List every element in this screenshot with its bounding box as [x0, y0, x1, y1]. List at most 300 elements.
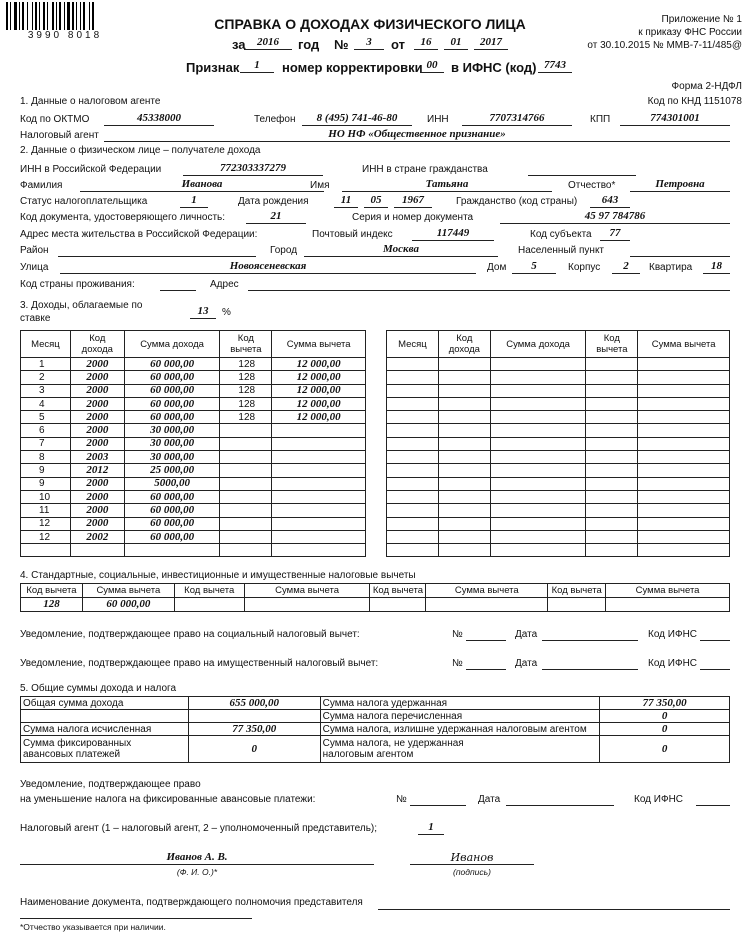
deduction-sum-cell [272, 477, 366, 490]
barcode-bar [64, 2, 65, 30]
inn-label: ИНН [427, 114, 449, 125]
surname-value: Иванова [80, 178, 324, 192]
empty-cell [438, 517, 490, 530]
transferred-value: 0 [600, 710, 730, 723]
empty-cell [438, 504, 490, 517]
section5-title: 5. Общие суммы дохода и налога [20, 683, 177, 694]
month-cell: 6 [21, 424, 71, 437]
income-code-cell: 2012 [70, 464, 124, 477]
income-code-cell: 2002 [70, 530, 124, 543]
empty-cell [586, 517, 638, 530]
excess-label: Сумма налога, излишне удержанная налоговым агентом [320, 723, 600, 736]
series-value: 45 97 784786 [500, 210, 730, 224]
empty-cell [638, 477, 730, 490]
dob-label: Дата рождения [238, 196, 309, 207]
deductions-table [20, 583, 730, 612]
empty-cell [490, 371, 586, 384]
tax-rate: 13 [190, 305, 216, 319]
income-table-left [20, 330, 366, 557]
ifns-value: 7743 [538, 59, 572, 73]
col-month-r: Месяц [387, 331, 439, 358]
notice-advance-l2: на уменьшение налога на фиксированные авансовые платежи: [20, 794, 316, 805]
notice-property-no: № [452, 658, 463, 669]
income-row-empty [387, 464, 730, 477]
notice-advance-ifns-field [696, 792, 730, 806]
transferred-label: Сумма налога перечисленная [320, 710, 600, 723]
empty-cell [586, 411, 638, 424]
empty-cell [586, 530, 638, 543]
deduction-sum-cell: 12 000,00 [272, 358, 366, 371]
empty-cell [490, 451, 586, 464]
income-row-empty [387, 504, 730, 517]
empty-cell [490, 424, 586, 437]
signer-name: Иванов А. В. [20, 851, 374, 865]
barcode-bar [10, 2, 11, 30]
notice-advance-no-field [410, 792, 466, 806]
notice-social-date-field [542, 627, 638, 641]
empty-cell [387, 384, 439, 397]
income-code-cell [70, 544, 124, 557]
notwith-label [320, 736, 600, 763]
withheld-label: Сумма налога удержанная [320, 697, 600, 710]
income-row-empty [387, 517, 730, 530]
ded-sum-h2: Сумма вычета [244, 584, 370, 598]
fixed-value: 0 [188, 736, 320, 763]
empty-cell [586, 371, 638, 384]
notice-property-label: Уведомление, подтверждающее право на имущественный налоговый вычет: [20, 658, 379, 669]
citizen-value: 643 [590, 194, 630, 208]
income-code-cell: 2000 [70, 384, 124, 397]
excess-value: 0 [600, 723, 730, 736]
agent-value: НО НФ «Общественное признание» [104, 128, 730, 142]
fixed-label [21, 736, 189, 763]
month-cell: 4 [21, 397, 71, 410]
house-label: Дом [487, 262, 507, 273]
notice-social-no: № [452, 629, 463, 640]
income-code-cell: 2000 [70, 397, 124, 410]
income-code-cell: 2000 [70, 490, 124, 503]
korpus-value: 2 [612, 260, 640, 274]
number-sign: № [334, 37, 349, 52]
empty-cell [638, 451, 730, 464]
barcode-bar [43, 2, 45, 30]
month-cell: 5 [21, 411, 71, 424]
tax-calc-value: 77 350,00 [188, 723, 320, 736]
empty-cell [638, 517, 730, 530]
income-sum-cell [124, 544, 220, 557]
empty-cell [438, 411, 490, 424]
fio-caption: (Ф. И. О.)* [176, 867, 218, 877]
kpp-label: КПП [590, 114, 611, 125]
ded-empty [548, 598, 606, 612]
patr-value: Петровна [630, 178, 730, 192]
col-income-sum: Сумма дохода [124, 331, 220, 358]
deduction-sum-cell [272, 544, 366, 557]
empty-cell [438, 437, 490, 450]
income-row [21, 358, 366, 371]
empty-cell [387, 464, 439, 477]
city-value: Москва [304, 243, 498, 257]
surname-label: Фамилия [20, 180, 63, 191]
address-label: Адрес [210, 279, 239, 290]
empty-cell [638, 384, 730, 397]
empty-cell [387, 490, 439, 503]
notice-advance-date: Дата [478, 794, 501, 805]
phone-value: 8 (495) 741-46-80 [302, 112, 412, 126]
deduction-sum-cell [272, 517, 366, 530]
deduction-code-cell: 128 [220, 371, 272, 384]
empty-cell [438, 477, 490, 490]
corr-value: 00 [420, 59, 444, 73]
income-row [21, 437, 366, 450]
col-deduction-code: Код вычета [220, 331, 272, 358]
barcode-bar [32, 2, 33, 30]
income-row [21, 544, 366, 557]
barcode-bar [14, 2, 17, 30]
ded-empty [370, 598, 426, 612]
empty-cell [490, 490, 586, 503]
inn-country-field [528, 162, 636, 176]
income-code-cell: 2000 [70, 504, 124, 517]
empty-cell [490, 411, 586, 424]
agent-type-label: Налоговый агент (1 – налоговый агент, 2 – уполномоченный представитель); [20, 823, 378, 834]
month-cell: 9 [21, 477, 71, 490]
region-value: 77 [600, 227, 630, 241]
section2-title: 2. Данные о физическом лице – получателе дохода [20, 145, 261, 156]
empty-cell [638, 504, 730, 517]
income-row [21, 424, 366, 437]
income-row [21, 490, 366, 503]
header-number: 3 [354, 36, 384, 50]
appendix-line2: к приказу ФНС России [638, 27, 742, 38]
empty-cell [490, 504, 586, 517]
deduction-code-cell [220, 490, 272, 503]
patr-label: Отчество* [568, 180, 616, 191]
empty-cell [638, 490, 730, 503]
income-sum-cell: 60 000,00 [124, 358, 220, 371]
signature-scribble: Иванов [450, 851, 494, 864]
ded-sum-h4: Сумма вычета [606, 584, 730, 598]
barcode-bar [27, 2, 28, 30]
income-row-empty [387, 451, 730, 464]
income-row [21, 517, 366, 530]
empty-cell [586, 437, 638, 450]
ded-sum-h3: Сумма вычета [426, 584, 548, 598]
empty-cell [387, 477, 439, 490]
ded-empty [606, 598, 730, 612]
deduction-sum-cell [272, 437, 366, 450]
notice-social-no-field [466, 627, 506, 641]
deduction-code-cell [220, 517, 272, 530]
corr-label: номер корректировки [282, 60, 423, 75]
god-label: год [298, 37, 320, 52]
col-month: Месяц [21, 331, 71, 358]
empty-cell [490, 477, 586, 490]
income-sum-cell: 30 000,00 [124, 451, 220, 464]
section3-title-l1: 3. Доходы, облагаемые по [20, 300, 143, 311]
income-code-cell: 2000 [70, 358, 124, 371]
month-cell: 3 [21, 384, 71, 397]
street-label: Улица [20, 262, 49, 273]
income-code-cell: 2000 [70, 424, 124, 437]
income-table-right [386, 330, 730, 557]
form-name: Форма 2-НДФЛ [671, 81, 742, 92]
house-value: 5 [512, 260, 556, 274]
empty-cell [387, 411, 439, 424]
deduction-code-cell [220, 464, 272, 477]
empty-cell [490, 464, 586, 477]
income-row-empty [387, 544, 730, 557]
inn-rf-label: ИНН в Российской Федерации [20, 164, 162, 175]
oktmo-value: 45338000 [104, 112, 214, 126]
notice-advance-l1: Уведомление, подтверждающее право [20, 779, 201, 790]
dob-month: 05 [364, 194, 388, 208]
notice-property-ifns: Код ИФНС [648, 658, 698, 669]
empty-cell [438, 397, 490, 410]
barcode-number: 3990 8018 [27, 30, 103, 41]
barcode-bar [35, 2, 37, 30]
empty-cell [438, 544, 490, 557]
deduction-sum-cell [272, 504, 366, 517]
income-row [21, 477, 366, 490]
col-income-sum-r: Сумма дохода [490, 331, 586, 358]
inn-rf-value: 772303337279 [183, 162, 323, 176]
ded-code-1: 128 [21, 598, 83, 612]
empty-cell [490, 544, 586, 557]
deduction-code-cell: 128 [220, 358, 272, 371]
form-title: СПРАВКА О ДОХОДАХ ФИЗИЧЕСКОГО ЛИЦА [214, 16, 526, 32]
barcode-bar [76, 2, 77, 30]
notice-property-ifns-field [700, 656, 730, 670]
income-code-cell: 2003 [70, 451, 124, 464]
empty-cell [438, 530, 490, 543]
empty-cell [438, 371, 490, 384]
income-row [21, 451, 366, 464]
region-label: Код субъекта [530, 229, 592, 240]
postal-label: Почтовый индекс [312, 229, 393, 240]
priznak-label: Признак [186, 60, 240, 75]
inn-value: 7707314766 [462, 112, 572, 126]
oktmo-label: Код по ОКТМО [20, 114, 90, 125]
ot-label: от [391, 37, 405, 52]
notice-social-ifns-field [700, 627, 730, 641]
barcode-bar [92, 2, 94, 30]
month-cell: 1 [21, 358, 71, 371]
month-cell: 10 [21, 490, 71, 503]
deduction-sum-cell [272, 464, 366, 477]
month-cell: 8 [21, 451, 71, 464]
empty-cell [490, 530, 586, 543]
income-code-cell: 2000 [70, 411, 124, 424]
income-sum-cell: 60 000,00 [124, 490, 220, 503]
empty-cell [438, 384, 490, 397]
total-income-value: 655 000,00 [188, 697, 320, 710]
empty-cell [586, 397, 638, 410]
barcode-bar [52, 2, 54, 30]
barcode-bar [83, 2, 85, 30]
month-cell: 7 [21, 437, 71, 450]
col-income-code: Код дохода [70, 331, 124, 358]
empty-cell [387, 504, 439, 517]
empty-cell [586, 424, 638, 437]
month-cell: 12 [21, 530, 71, 543]
district-label: Район [20, 245, 49, 256]
deduction-sum-cell: 12 000,00 [272, 371, 366, 384]
empty-cell [586, 358, 638, 371]
month-cell [21, 544, 71, 557]
income-sum-cell: 30 000,00 [124, 437, 220, 450]
locality-label: Населенный пункт [518, 245, 605, 256]
footnote-rule [20, 918, 252, 919]
notwith-value: 0 [600, 736, 730, 763]
barcode-bar [19, 2, 20, 30]
notice-social-date: Дата [515, 629, 538, 640]
empty-cell [387, 397, 439, 410]
income-row-empty [387, 530, 730, 543]
doc-label: Код документа, удостоверяющего личность: [20, 212, 226, 223]
empty-cell [438, 451, 490, 464]
address-field [248, 277, 730, 291]
notwith-label-l1: Сумма налога, не удержанная [322, 738, 464, 749]
barcode-bar [22, 2, 24, 30]
total-income-label: Общая сумма дохода [21, 697, 189, 710]
city-label: Город [270, 245, 298, 256]
deduction-code-cell [220, 530, 272, 543]
income-row [21, 397, 366, 410]
empty-cell [638, 371, 730, 384]
empty-cell [586, 544, 638, 557]
barcode-bar [6, 2, 8, 30]
income-sum-cell: 30 000,00 [124, 424, 220, 437]
series-label: Серия и номер документа [352, 212, 474, 223]
income-row [21, 504, 366, 517]
income-sum-cell: 60 000,00 [124, 371, 220, 384]
notice-property-date-field [542, 656, 638, 670]
empty-cell [387, 371, 439, 384]
empty-cell [490, 517, 586, 530]
empty-cell [638, 544, 730, 557]
income-row-empty [387, 424, 730, 437]
empty-cell [438, 358, 490, 371]
empty-cell [638, 530, 730, 543]
empty-cell [586, 490, 638, 503]
ded-code-h3: Код вычета [370, 584, 426, 598]
income-sum-cell: 25 000,00 [124, 464, 220, 477]
empty-cell [490, 358, 586, 371]
phone-label: Телефон [254, 114, 296, 125]
rep-doc-label: Наименование документа, подтверждающего полномочия представителя [20, 897, 363, 908]
blank-cell [188, 710, 320, 723]
deduction-sum-cell [272, 530, 366, 543]
income-row [21, 411, 366, 424]
deduction-code-cell [220, 544, 272, 557]
knd-code: Код по КНД 1151078 [647, 96, 742, 107]
notice-advance-no: № [396, 794, 407, 805]
income-row-empty [387, 371, 730, 384]
header-yr: 2017 [474, 36, 508, 50]
income-row-empty [387, 397, 730, 410]
month-cell: 11 [21, 504, 71, 517]
income-sum-cell: 60 000,00 [124, 517, 220, 530]
notice-property-no-field [466, 656, 506, 670]
barcode-bar [80, 2, 81, 30]
notice-advance-date-field [506, 792, 614, 806]
empty-cell [387, 544, 439, 557]
signature [410, 851, 534, 865]
deduction-code-cell [220, 437, 272, 450]
blank-cell [21, 710, 189, 723]
empty-cell [438, 424, 490, 437]
barcode-bar [89, 2, 90, 30]
header-year: 2016 [244, 36, 292, 50]
name-label-visible: Имя [310, 180, 330, 191]
income-row [21, 530, 366, 543]
ifns-label: в ИФНС (код) [451, 60, 537, 75]
deduction-sum-cell: 12 000,00 [272, 411, 366, 424]
empty-cell [387, 451, 439, 464]
section3-title-l2: ставке [20, 313, 51, 324]
barcode-bar [72, 2, 74, 30]
income-sum-cell: 60 000,00 [124, 411, 220, 424]
income-row-empty [387, 384, 730, 397]
month-cell: 12 [21, 517, 71, 530]
doc-value: 21 [246, 210, 306, 224]
tax-calc-label: Сумма налога исчисленная [21, 723, 189, 736]
income-sum-cell: 60 000,00 [124, 384, 220, 397]
deduction-code-cell: 128 [220, 411, 272, 424]
income-code-cell: 2000 [70, 477, 124, 490]
notice-social-ifns: Код ИФНС [648, 629, 698, 640]
ded-sum-1: 60 000,00 [82, 598, 174, 612]
empty-cell [586, 477, 638, 490]
kpp-value: 774301001 [620, 112, 730, 126]
income-row-empty [387, 411, 730, 424]
header-month: 01 [444, 36, 468, 50]
deduction-code-cell: 128 [220, 397, 272, 410]
deduction-code-cell: 128 [220, 384, 272, 397]
empty-cell [586, 464, 638, 477]
empty-cell [490, 384, 586, 397]
agent-type-value: 1 [418, 821, 444, 835]
notice-social-label: Уведомление, подтверждающее право на социальный налоговый вычет: [20, 629, 360, 640]
col-deduction-code-r: Код вычета [586, 331, 638, 358]
barcode-bar [56, 2, 57, 30]
month-cell: 2 [21, 371, 71, 384]
totals-table [20, 696, 730, 763]
deduction-code-cell [220, 477, 272, 490]
notice-advance-ifns: Код ИФНС [634, 794, 684, 805]
empty-cell [638, 358, 730, 371]
section1-title: 1. Данные о налоговом агенте [20, 96, 161, 107]
percent-sign: % [222, 307, 231, 318]
income-row [21, 464, 366, 477]
income-sum-cell: 60 000,00 [124, 530, 220, 543]
ded-empty [426, 598, 548, 612]
empty-cell [438, 464, 490, 477]
appendix-line3: от 30.10.2015 № ММВ-7-11/485@ [587, 40, 742, 51]
empty-cell [490, 437, 586, 450]
empty-cell [387, 530, 439, 543]
income-sum-cell: 5000,00 [124, 477, 220, 490]
income-sum-cell: 60 000,00 [124, 397, 220, 410]
empty-cell [387, 437, 439, 450]
flat-label: Квартира [649, 262, 693, 273]
ded-code-h2: Код вычета [174, 584, 244, 598]
status-label: Статус налогоплательщика [20, 196, 148, 207]
appendix-line1: Приложение № 1 [661, 14, 742, 25]
empty-cell [586, 504, 638, 517]
income-row [21, 371, 366, 384]
